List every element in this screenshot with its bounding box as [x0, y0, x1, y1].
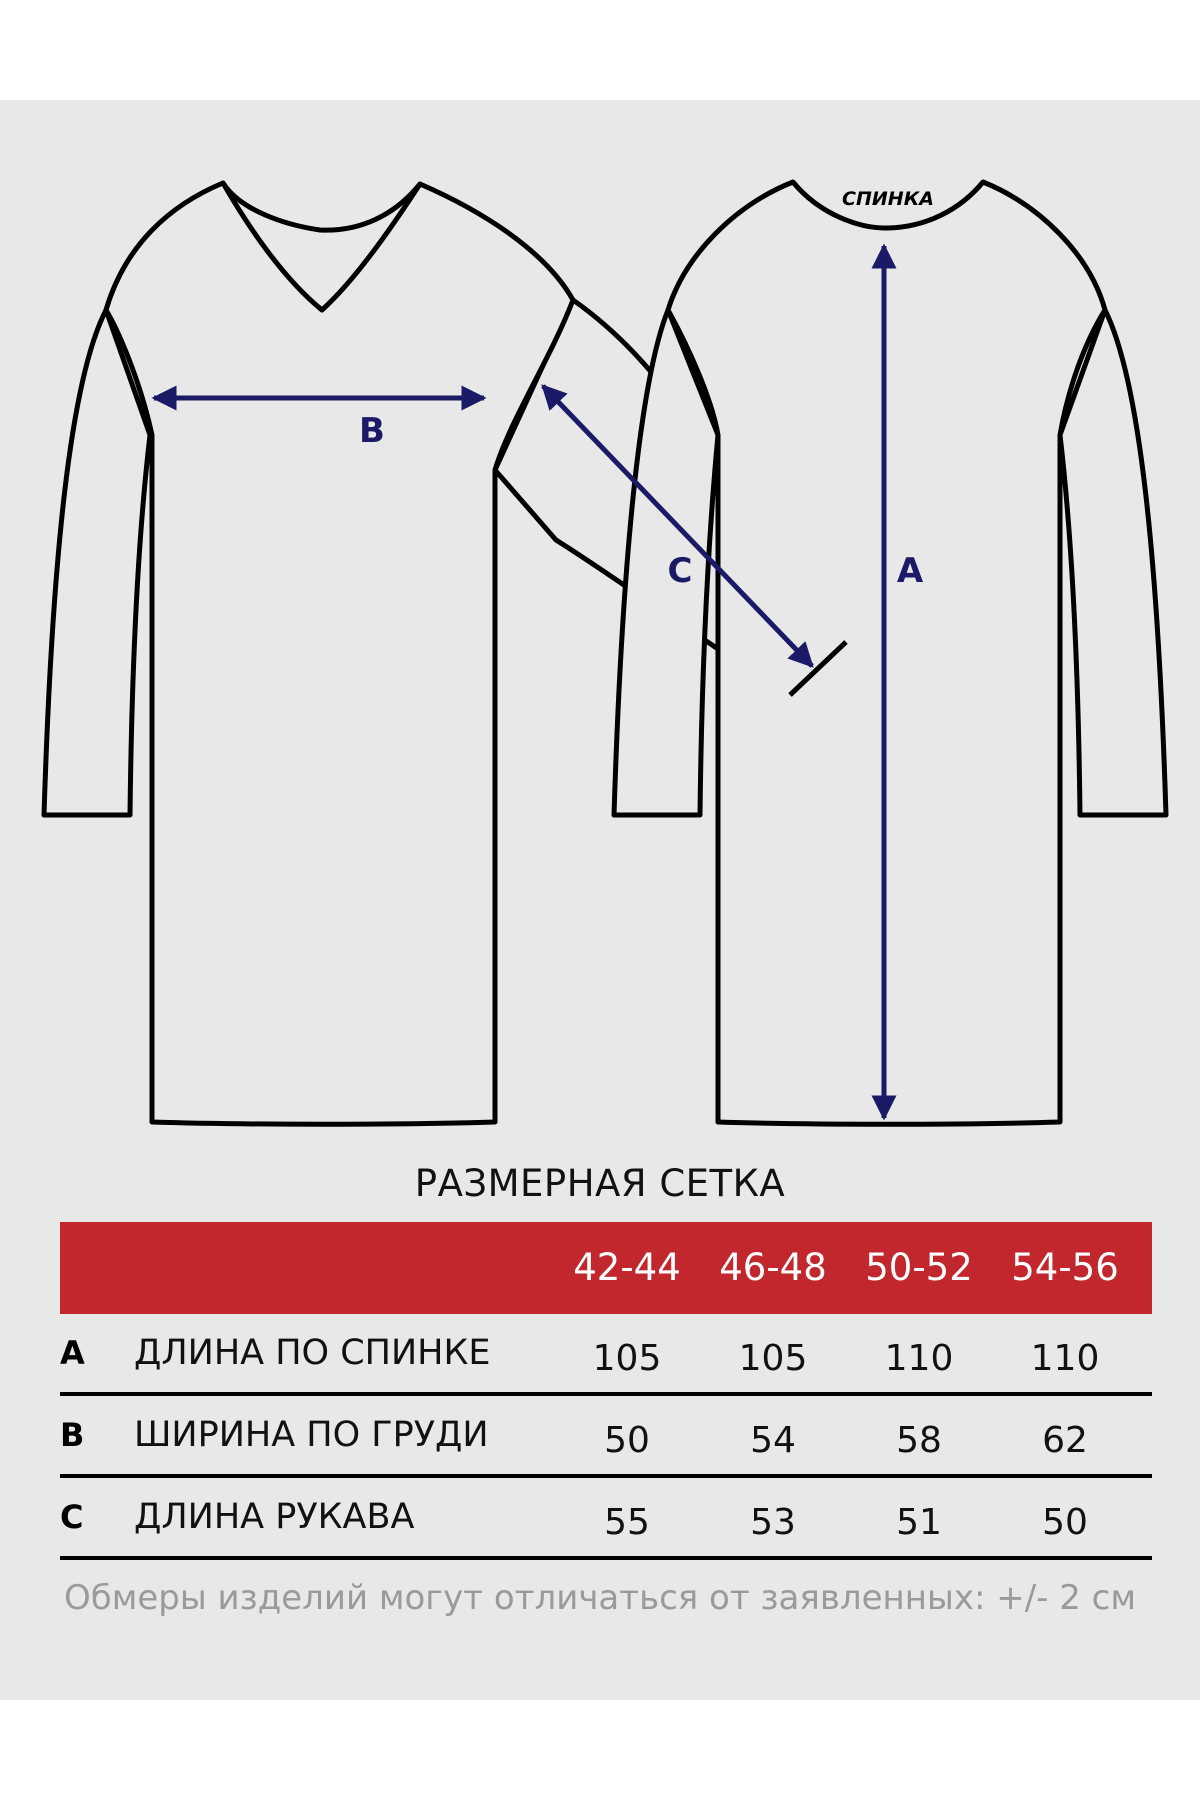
size-header-cell: 42-44 [573, 1246, 681, 1289]
row-value: 110 [1030, 1338, 1100, 1379]
row-name: ШИРИНА ПО ГРУДИ [134, 1415, 489, 1455]
size-header-cell: 54-56 [1011, 1246, 1119, 1289]
size-header-row [60, 1222, 1152, 1314]
size-header-cell: 50-52 [865, 1246, 973, 1289]
front-body [106, 183, 573, 1124]
row-name: ДЛИНА РУКАВА [134, 1497, 415, 1537]
row-value: 62 [1042, 1420, 1088, 1461]
row-key: B [60, 1416, 85, 1454]
row-value: 105 [738, 1338, 808, 1379]
back-view-label: СПИНКА [842, 188, 934, 210]
row-value: 50 [604, 1420, 650, 1461]
size-header-cell: 46-48 [719, 1246, 827, 1289]
row-value: 50 [1042, 1502, 1088, 1543]
row-value: 105 [592, 1338, 662, 1379]
size-chart-title: РАЗМЕРНАЯ СЕТКА [414, 1162, 786, 1205]
row-value: 55 [604, 1502, 650, 1543]
row-key: C [60, 1498, 84, 1536]
back-view-outline [614, 182, 1166, 1124]
row-value: 54 [750, 1420, 796, 1461]
row-value: 58 [896, 1420, 942, 1461]
table-row [60, 1314, 1152, 1396]
row-value: 110 [884, 1338, 954, 1379]
size-chart-table [60, 1222, 1152, 1560]
measurement-tolerance-note: Обмеры изделий могут отличаться от заявленных: +/- 2 см [63, 1578, 1137, 1618]
row-name: ДЛИНА ПО СПИНКЕ [134, 1333, 491, 1373]
table-row [60, 1396, 1152, 1478]
back-right-sleeve [1060, 310, 1166, 815]
row-value: 53 [750, 1502, 796, 1543]
measure-b-label: B [359, 411, 385, 451]
measure-c-label: C [667, 551, 693, 591]
table-row [60, 1478, 1152, 1560]
front-left-sleeve [44, 310, 150, 815]
row-key: A [60, 1334, 85, 1372]
measure-a-label: A [896, 551, 924, 591]
row-value: 51 [896, 1502, 942, 1543]
